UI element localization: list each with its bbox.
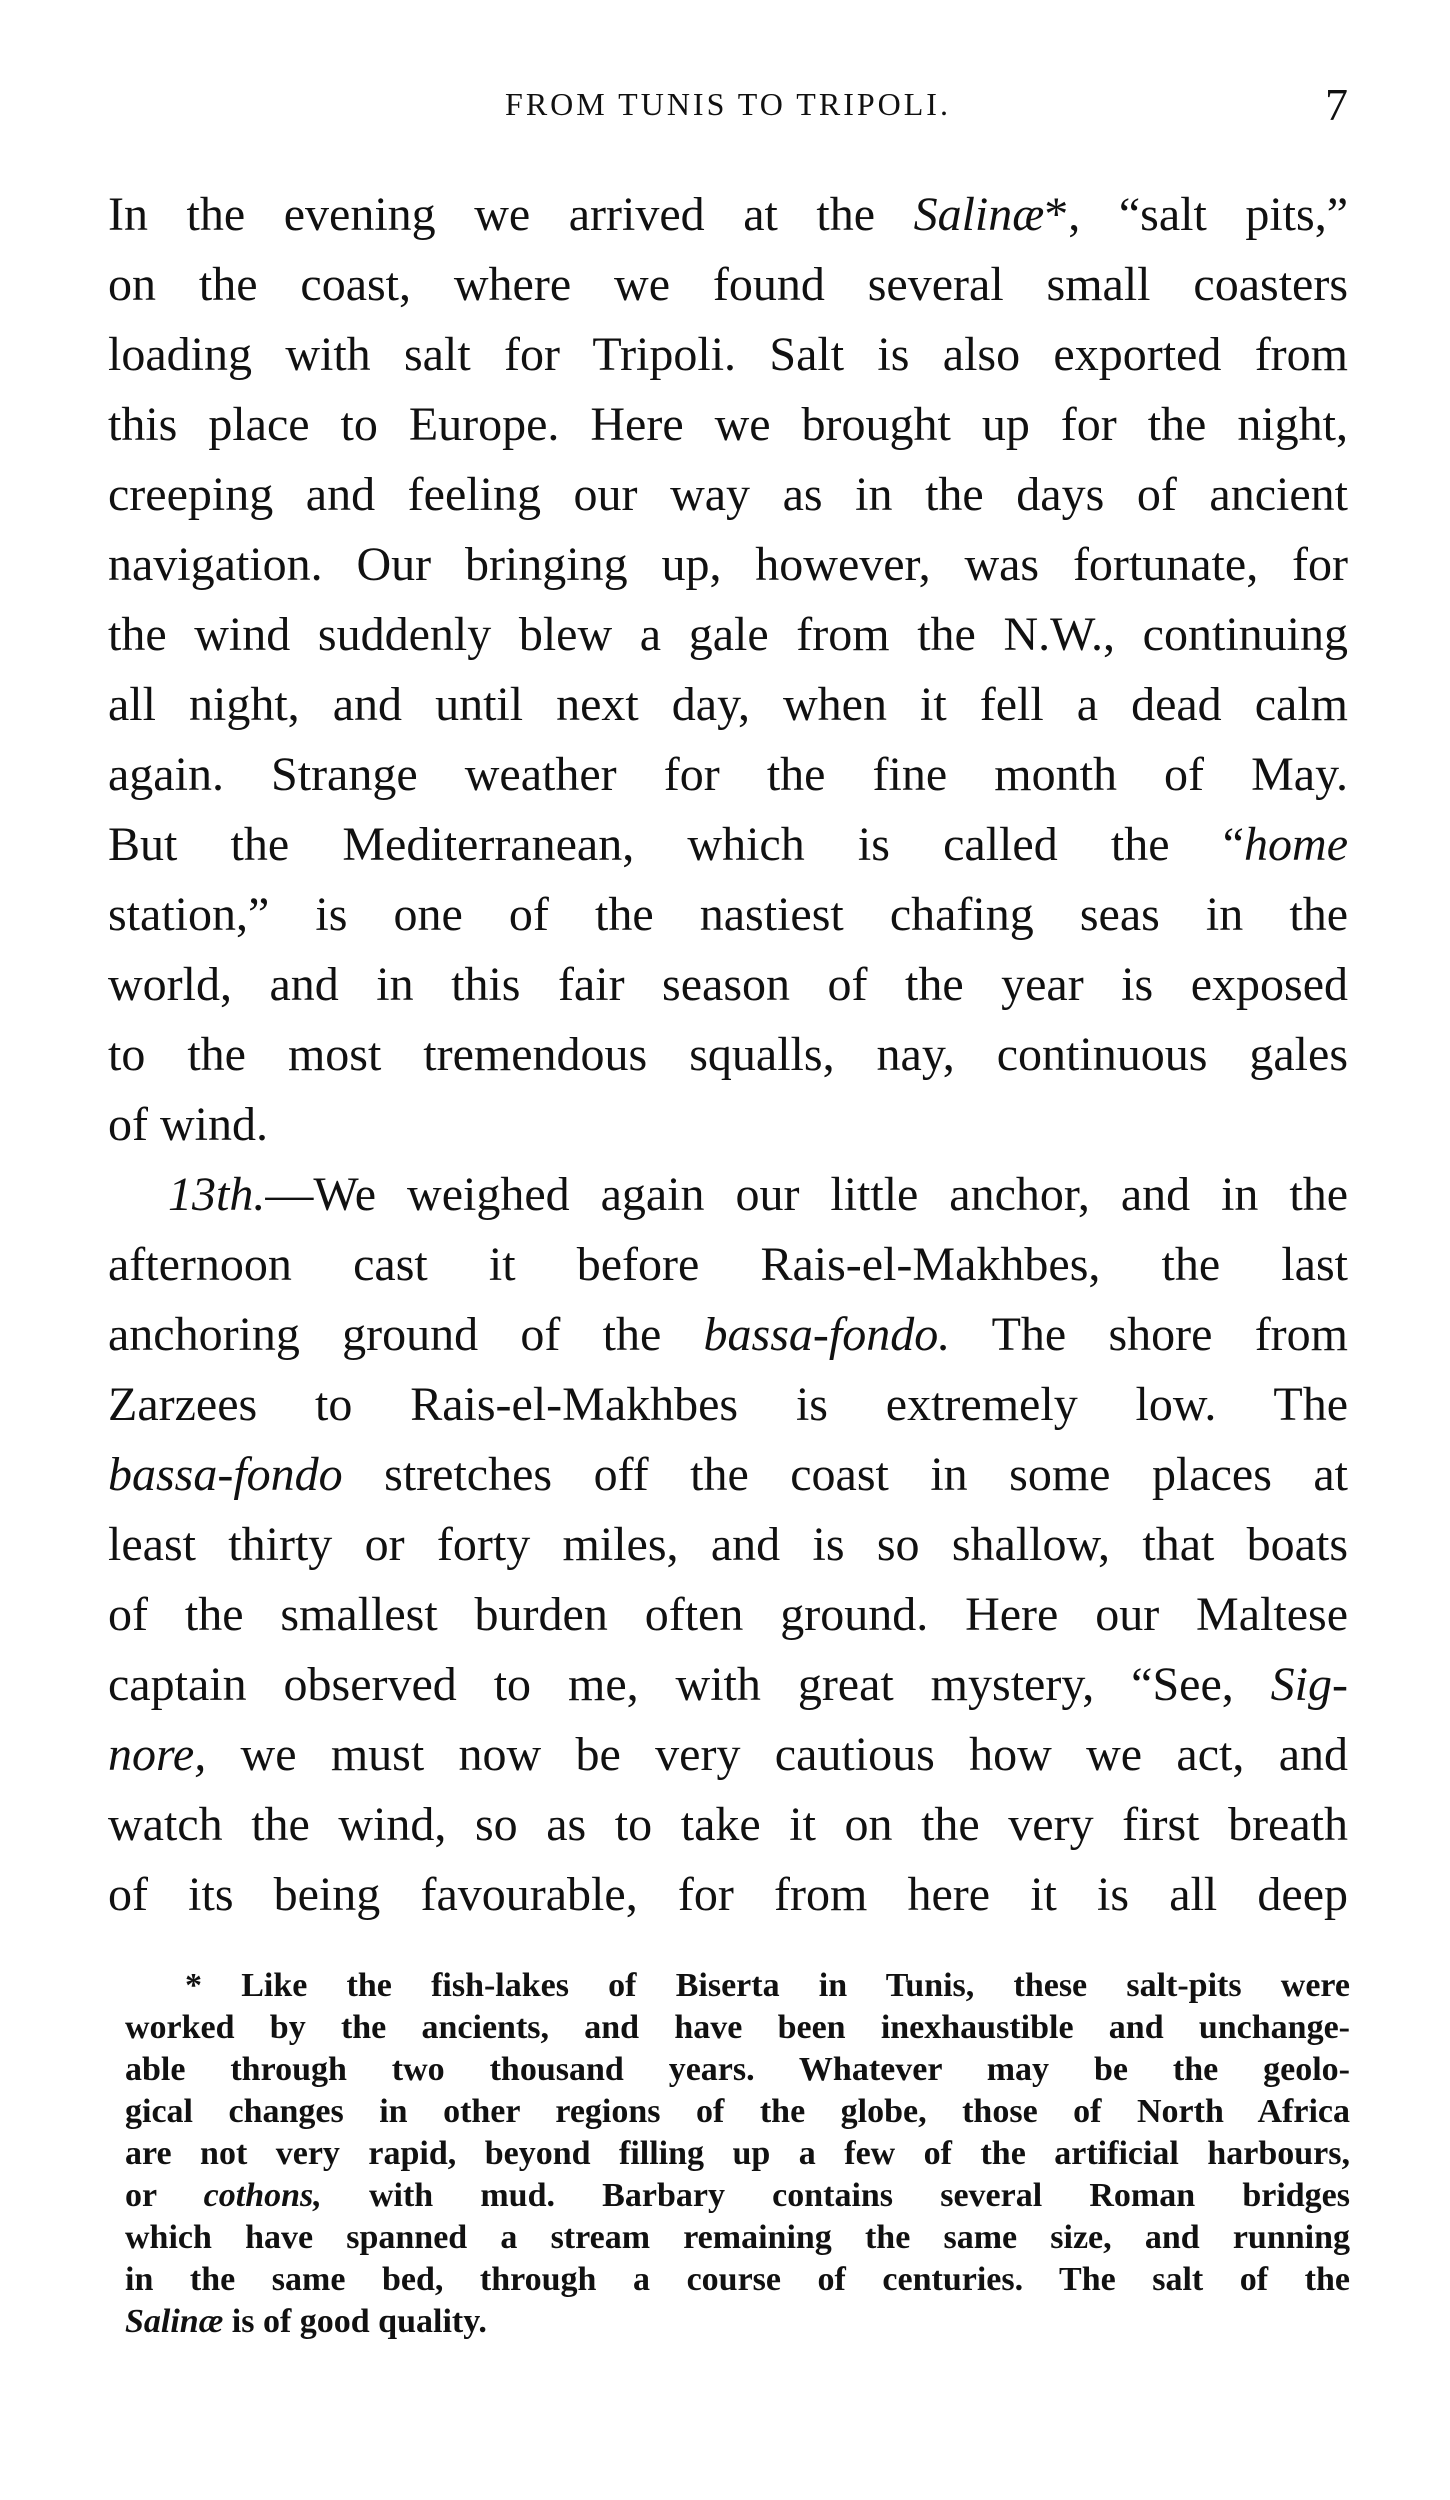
body-line: creeping and feeling our way as in the days of ancient bbox=[108, 468, 1348, 521]
body-line: of the smallest burden often ground. Here our Maltese bbox=[108, 1588, 1348, 1641]
running-head-title: FROM TUNIS TO TRIPOLI. bbox=[505, 86, 951, 122]
italic-text: bassa-fondo. bbox=[703, 1308, 951, 1361]
body-line: anchoring ground of the bassa-fondo. The shore from bbox=[108, 1308, 1348, 1361]
body-line: world, and in this fair season of the year is exposed bbox=[108, 958, 1348, 1011]
italic-text: cothons, bbox=[203, 2177, 322, 2214]
body-line: In the evening we arrived at the Salinæ*, “salt pits,” bbox=[108, 188, 1348, 241]
body-line: nore, we must now be very cautious how we act, and bbox=[108, 1728, 1348, 1781]
italic-text: Sig- bbox=[1270, 1658, 1348, 1711]
body-line: all night, and until next day, when it fell a dead calm bbox=[108, 678, 1348, 731]
body-line: on the coast, where we found several small coasters bbox=[108, 258, 1348, 311]
body-line: again. Strange weather for the fine month of May. bbox=[108, 748, 1348, 801]
body-line: 13th.—We weighed again our little anchor, and in the bbox=[168, 1168, 1348, 1221]
body-line: to the most tremendous squalls, nay, continuous gales bbox=[108, 1028, 1348, 1081]
body-line: captain observed to me, with great mystery, “See, Sig- bbox=[108, 1658, 1348, 1711]
italic-text: Salinæ bbox=[125, 2303, 224, 2340]
footnote-line: which have spanned a stream remaining the same size, and running bbox=[125, 2219, 1350, 2256]
italic-text: nore, bbox=[108, 1728, 207, 1781]
body-text bbox=[108, 180, 1348, 1930]
running-head bbox=[108, 78, 1348, 138]
body-line: navigation. Our bringing up, however, was fortunate, for bbox=[108, 538, 1348, 591]
body-line: watch the wind, so as to take it on the very first breath bbox=[108, 1798, 1348, 1851]
italic-text: bassa-fondo bbox=[108, 1448, 343, 1501]
body-line: station,” is one of the nastiest chafing seas in the bbox=[108, 888, 1348, 941]
body-line: least thirty or forty miles, and is so shallow, that boats bbox=[108, 1518, 1348, 1571]
footnote-line: able through two thousand years. Whatever may be the geolo- bbox=[125, 2051, 1350, 2088]
body-line: Zarzees to Rais-el-Makhbes is extremely low. The bbox=[108, 1378, 1348, 1431]
body-line: of wind. bbox=[108, 1098, 268, 1151]
body-line: this place to Europe. Here we brought up for the night, bbox=[108, 398, 1348, 451]
footnote-line: or cothons, with mud. Barbary contains several Roman bridges bbox=[125, 2177, 1350, 2214]
body-line: But the Mediterranean, which is called the “home bbox=[108, 818, 1348, 871]
body-line: loading with salt for Tripoli. Salt is also exported from bbox=[108, 328, 1348, 381]
footnote bbox=[125, 1965, 1350, 2343]
footnote-line: are not very rapid, beyond filling up a few of the artificial harbours, bbox=[125, 2135, 1350, 2172]
footnote-line: gical changes in other regions of the globe, those of North Africa bbox=[125, 2093, 1350, 2130]
footnote-line: in the same bed, through a course of centuries. The salt of the bbox=[125, 2261, 1350, 2298]
body-line: of its being favourable, for from here it is all deep bbox=[108, 1868, 1348, 1921]
italic-text: Salinæ bbox=[913, 188, 1045, 241]
footnote-line: worked by the ancients, and have been inexhaustible and unchange- bbox=[125, 2009, 1350, 2046]
footnote-line: Salinæ is of good quality. bbox=[125, 2303, 487, 2340]
italic-text: home bbox=[1244, 818, 1348, 871]
body-line: the wind suddenly blew a gale from the N.W., continuing bbox=[108, 608, 1348, 661]
body-line: afternoon cast it before Rais-el-Makhbes, the last bbox=[108, 1238, 1348, 1291]
italic-text: 13th. bbox=[168, 1168, 266, 1221]
page-number: 7 bbox=[1325, 79, 1348, 130]
footnote-line: * Like the fish-lakes of Biserta in Tunis, these salt-pits were bbox=[185, 1967, 1350, 2004]
body-line: bassa-fondo stretches off the coast in some places at bbox=[108, 1448, 1348, 1501]
